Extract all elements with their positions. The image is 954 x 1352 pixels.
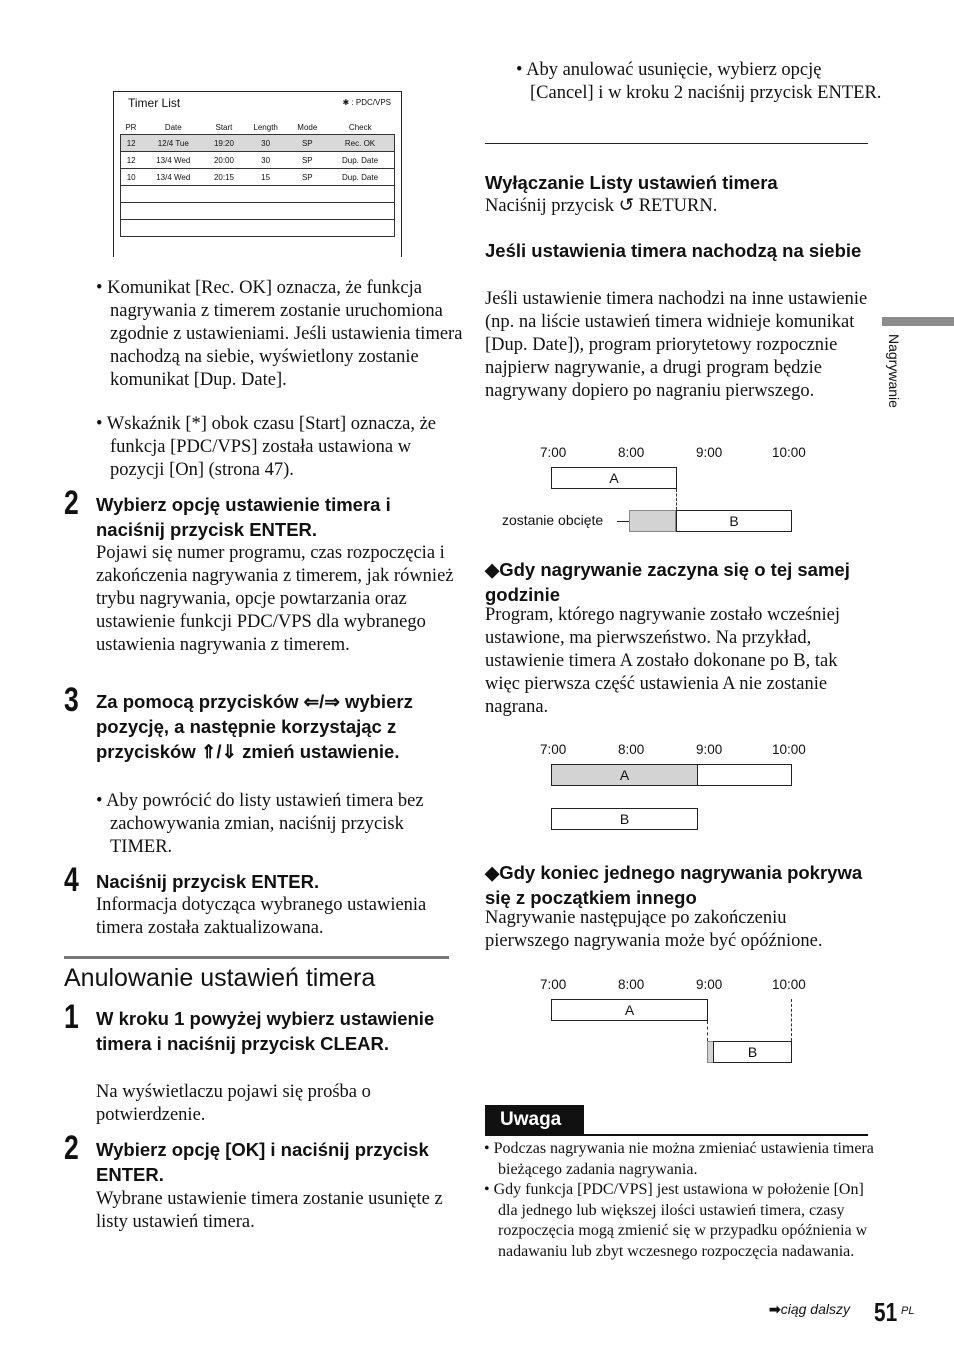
tick-label: 9:00 xyxy=(696,445,723,460)
table-cell: 13/4 Wed xyxy=(141,152,205,169)
program-a-bar-recorded xyxy=(697,764,792,786)
cut-portion xyxy=(629,510,676,532)
bullet-rec-ok: • Komunikat [Rec. OK] oznacza, że funkcja nagrywania z timerem zostanie uruchomiona zgodnie z ustawieniami. Jeśli ustawienia timera nachodzą na siebie, wyświetlony zostanie komunikat [Dup. Date]. xyxy=(96,277,470,392)
note-label: Uwaga xyxy=(485,1105,584,1134)
table-row xyxy=(121,169,395,186)
step2-body: Pojawi się numer programu, czas rozpoczęcia i zakończenia nagrywania z timerem, jak również trybu nagrywania, opcje powtarzania oraz ustawienie funkcji PDC/VPS dla wybranego ustawienia nagrywania z timerem. xyxy=(96,543,454,655)
program-b-bar: B xyxy=(676,510,792,532)
table-cell: 10 xyxy=(121,169,142,186)
table-cell: SP xyxy=(289,152,326,169)
step-number-3: 3 xyxy=(64,681,79,719)
tick-label: 10:00 xyxy=(772,445,806,460)
timer-list-title: Timer List xyxy=(128,96,181,110)
table-cell: 12 xyxy=(121,135,142,152)
text-overlap: Jeśli ustawienie timera nachodzi na inne ustawienie (np. na liście ustawień timera widnieje komunikat [Dup. Date]), program priorytetowy rozpocznie najpierw nagrywanie, a drugi program będzie nagrywany dopiero po nagraniu pierwszego. xyxy=(485,289,868,401)
tick-label: 10:00 xyxy=(772,742,806,757)
bullet-pdc-vps: • Wskaźnik [*] obok czasu [Start] oznacza, że funkcja [PDC/VPS] została ustawiona w pozycji [On] (strona 47). xyxy=(96,413,470,482)
col-header: Check xyxy=(348,122,372,132)
dashed-guide xyxy=(676,489,677,510)
text-same-time: Program, którego nagrywanie zostało wcześniej ustawione, ma pierwszeństwo. Na przykład, ustawienie timera A zostało dokonane po B, tak więc pierwsza część ustawienia A nie zostanie nagrana. xyxy=(485,605,840,717)
sidebar-tab-label: Nagrywanie xyxy=(886,334,902,408)
table-cell: SP xyxy=(289,135,326,152)
note-item-1: • Podczas nagrywania nie można zmieniać ustawienia timera bieżącego zadania nagrywania. xyxy=(484,1139,886,1180)
program-a-bar: A xyxy=(551,467,677,489)
divider xyxy=(485,143,868,144)
table-row-empty xyxy=(121,220,395,237)
col-header: Length xyxy=(253,122,278,132)
page-number: 51 xyxy=(874,1297,898,1327)
table-cell: 20:15 xyxy=(205,169,243,186)
text-timer-list-off: Naciśnij przycisk ↺ RETURN. xyxy=(485,196,718,216)
timer-list-table xyxy=(120,120,395,237)
program-b-bar: B xyxy=(551,808,698,830)
heading-end-overlap: ◆Gdy koniec jednego nagrywania pokrywa się z początkiem innego xyxy=(485,862,863,908)
table-row-empty xyxy=(121,186,395,203)
bullet-cancel: • Aby anulować usunięcie, wybierz opcję [Cancel] i w kroku 2 naciśnij przycisk ENTER. xyxy=(516,59,885,105)
table-row-empty xyxy=(121,203,395,220)
tick-label: 9:00 xyxy=(696,742,723,757)
step-number-2: 2 xyxy=(64,484,79,522)
col-header: Mode xyxy=(297,122,318,132)
tick-label: 7:00 xyxy=(540,445,567,460)
step3-title: Za pomocą przycisków ⇐/⇒ wybierz pozycję, a następnie korzystając z przycisków ⇑/⇓ zmień ustawienie. xyxy=(96,691,413,762)
cancel-step2-body: Wybrane ustawienie timera zostanie usunięte z listy ustawień timera. xyxy=(96,1189,443,1232)
cancel-step2-title: Wybierz opcję [OK] i naciśnij przycisk ENTER. xyxy=(96,1139,429,1185)
heading-same-time: ◆Gdy nagrywanie zaczyna się o tej samej godzinie xyxy=(485,559,850,605)
heading-overlap: Jeśli ustawienia timera nachodzą na siebie xyxy=(485,240,862,261)
tick-label: 8:00 xyxy=(618,977,645,992)
col-header: PR xyxy=(125,122,137,132)
table-cell: SP xyxy=(289,169,326,186)
dashed-guide xyxy=(707,1021,708,1041)
tick-label: 10:00 xyxy=(772,977,806,992)
section-title: Anulowanie ustawień timera xyxy=(64,964,376,992)
timer-list-legend: ✱ : PDC/VPS xyxy=(342,98,391,107)
table-cell: 15 xyxy=(243,169,289,186)
step-number-c2: 2 xyxy=(64,1129,79,1167)
cut-pointer xyxy=(617,521,629,522)
section-rule xyxy=(64,956,449,959)
table-row xyxy=(121,152,395,169)
note-item-2: • Gdy funkcja [PDC/VPS] jest ustawiona w położenie [On] dla jednego lub większej ilości ustawień timera, czasy rozpoczęcia mogą zmienić się w przypadku opóźnienia w nadawaniu lub zbyt wczesnego rozpoczęcia nadawania. xyxy=(484,1180,886,1262)
table-cell: 30 xyxy=(243,152,289,169)
text-end-overlap: Nagrywanie następujące po zakończeniu pierwszego nagrywania może być opóźnione. xyxy=(485,908,823,951)
table-cell: 30 xyxy=(243,135,289,152)
table-cell: 12/4 Tue xyxy=(141,135,205,152)
tick-label: 9:00 xyxy=(696,977,723,992)
tick-label: 8:00 xyxy=(618,742,645,757)
continued-note xyxy=(769,1301,850,1318)
table-cell: 13/4 Wed xyxy=(141,169,205,186)
step-number-4: 4 xyxy=(64,861,79,899)
table-cell: 20:00 xyxy=(205,152,243,169)
step4-body: Informacja dotycząca wybranego ustawienia timera została zaktualizowana. xyxy=(96,895,427,938)
table-row xyxy=(121,135,395,152)
timer-list-screen xyxy=(113,91,402,257)
step4-title: Naciśnij przycisk ENTER. xyxy=(96,871,320,892)
step2-title: Wybierz opcję ustawienie timera i naciśnij przycisk ENTER. xyxy=(96,494,391,540)
cut-label: zostanie obcięte xyxy=(502,512,604,528)
program-a-bar: A xyxy=(551,999,708,1021)
table-cell: 12 xyxy=(121,152,142,169)
program-b-bar: B xyxy=(713,1041,792,1063)
tick-label: 7:00 xyxy=(540,742,567,757)
step3-bullet: • Aby powrócić do listy ustawień timera bez zachowywania zmian, naciśnij przycisk TIMER. xyxy=(96,790,460,859)
note-rule xyxy=(485,1134,868,1136)
table-cell: 19:20 xyxy=(205,135,243,152)
heading-timer-list-off: Wyłączanie Listy ustawień timera xyxy=(485,172,778,193)
continued-text: ciąg dalszy xyxy=(780,1301,850,1317)
sidebar-tab xyxy=(882,334,908,444)
step-number-c1: 1 xyxy=(64,998,79,1036)
arrow-right-icon: ➡ xyxy=(769,1301,781,1317)
page-suffix: PL xyxy=(901,1305,915,1317)
dashed-guide xyxy=(791,999,792,1041)
table-cell: Dup. Date xyxy=(326,169,394,186)
table-cell: Rec. OK xyxy=(326,135,394,152)
tick-label: 7:00 xyxy=(540,977,567,992)
table-cell: Dup. Date xyxy=(326,152,394,169)
col-header: Start xyxy=(215,122,233,132)
col-header: Date xyxy=(164,122,182,132)
cancel-step1-title: W kroku 1 powyżej wybierz ustawienie timera i naciśnij przycisk CLEAR. xyxy=(96,1008,435,1054)
cancel-step1-body: Na wyświetlaczu pojawi się prośba o potwierdzenie. xyxy=(96,1082,371,1125)
sidebar-tab-bar xyxy=(882,317,954,326)
tick-label: 8:00 xyxy=(618,445,645,460)
program-a-bar: A xyxy=(551,764,698,786)
